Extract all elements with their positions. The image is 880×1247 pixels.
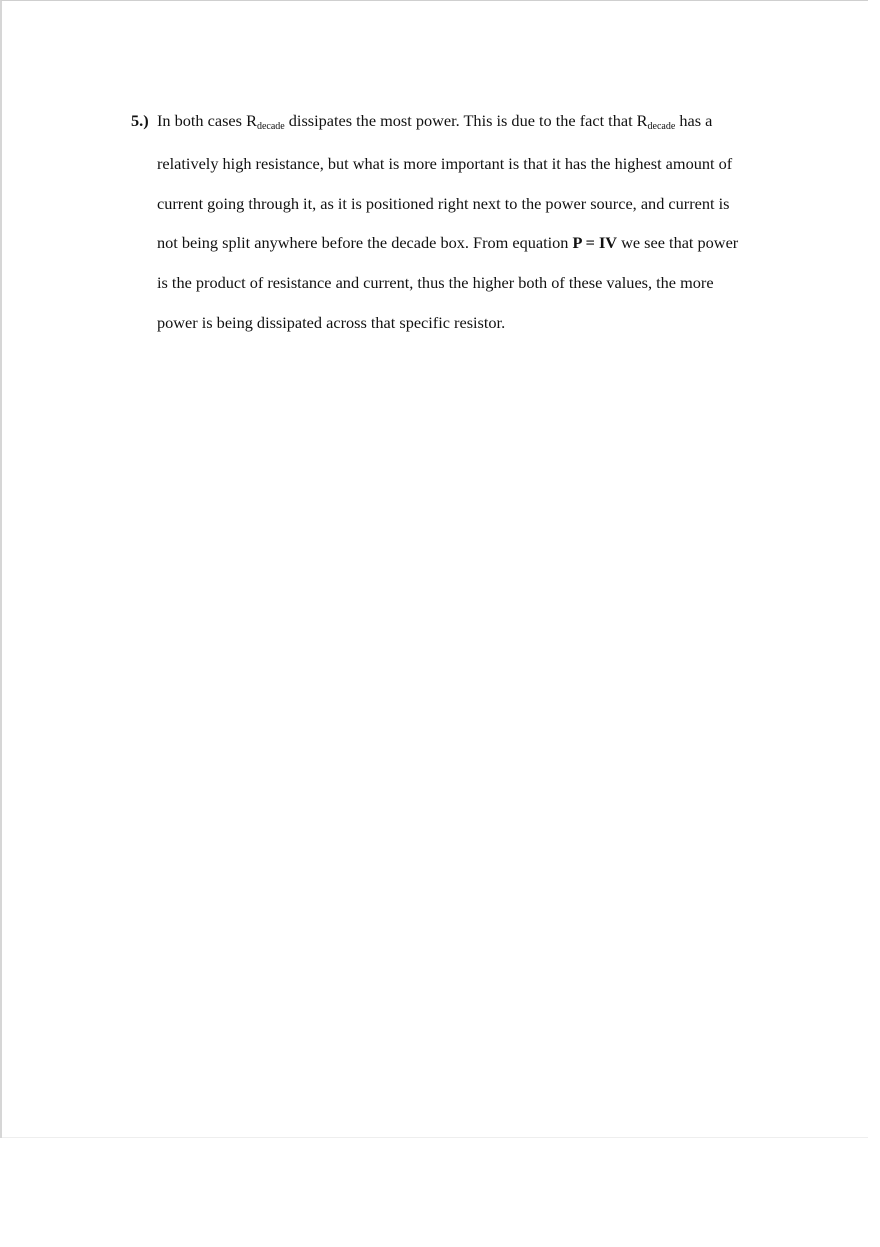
line-4-text-a: not being split anywhere before the decade box. From equation: [157, 233, 573, 253]
line-1-text-b: dissipates the most power. This is due to the fact that R: [284, 111, 648, 130]
subscript-decade-1: decade: [256, 121, 285, 132]
paragraph-line-5: is the product of resistance and current, thus the higher both of these values, the more: [157, 273, 714, 293]
paragraph-line-6: power is being dissipated across that specific resistor.: [157, 312, 506, 332]
line-4-text-b: we see that power: [617, 233, 739, 253]
paragraph-line-2: relatively high resistance, but what is more important is that it has the highest amount of: [157, 153, 733, 173]
line-1-text-c: has a: [675, 111, 713, 130]
power-formula: P = IV: [572, 233, 618, 253]
subscript-decade-2: decade: [647, 121, 676, 132]
paragraph-line-1: [157, 101, 791, 144]
line-1-text-a: In both cases R: [157, 111, 257, 130]
paragraph-line-3: current going through it, as it is positioned right next to the power source, and current is: [157, 193, 730, 213]
question-number: 5.): [131, 111, 149, 130]
paragraph-line-4: [157, 223, 791, 263]
page-bottom-edge: [2, 1137, 868, 1138]
answer-paragraph: [157, 101, 791, 343]
